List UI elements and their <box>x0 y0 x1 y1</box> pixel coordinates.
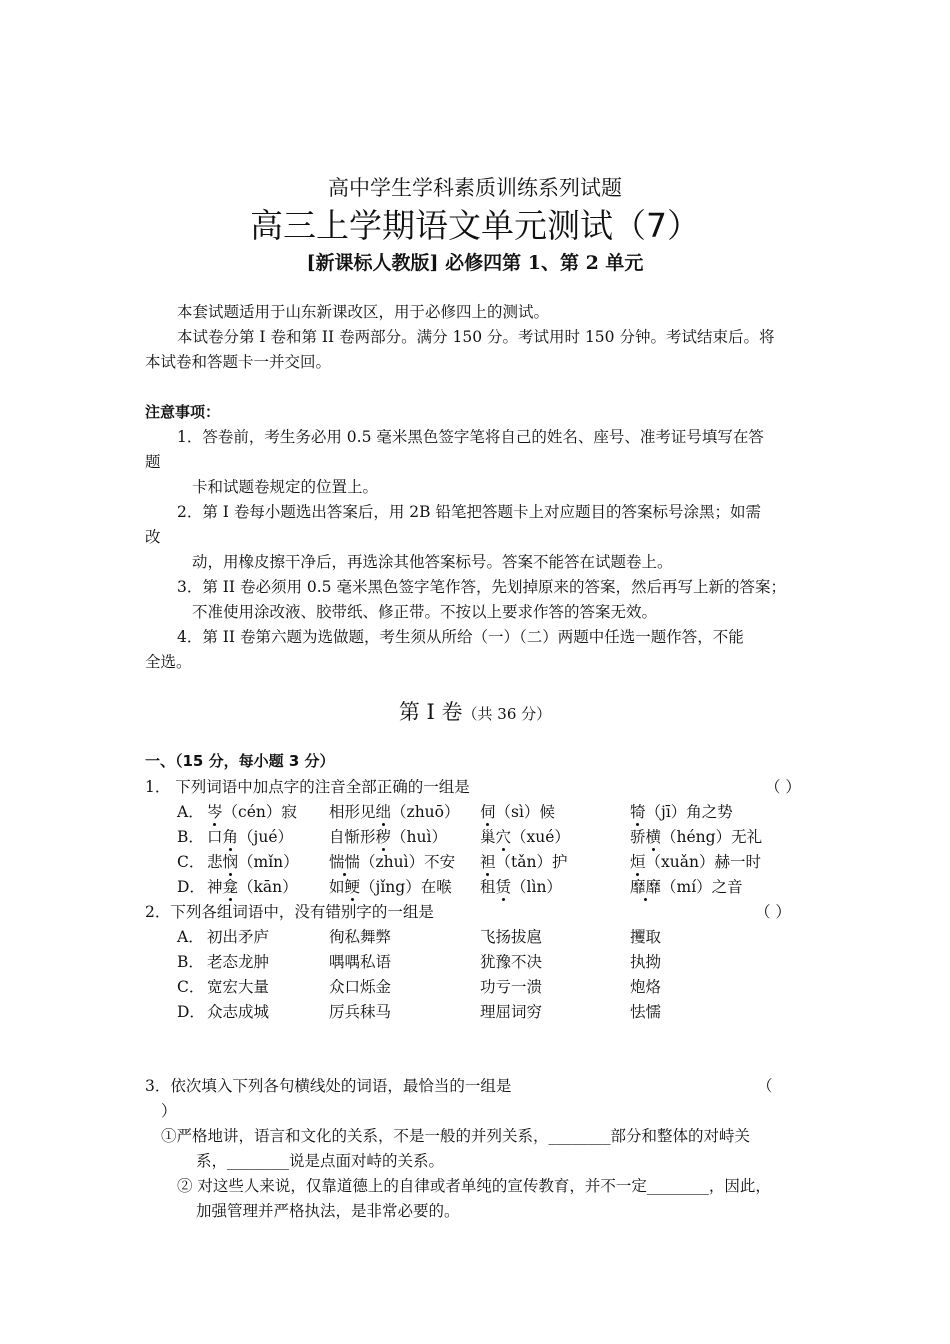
q1-option-item <box>480 875 562 897</box>
q2-option-item: 飞扬拔扈 <box>480 928 543 946</box>
q2-option-item: 犹豫不决 <box>480 953 543 971</box>
q2-option-item: 宽宏大量 <box>207 978 270 996</box>
emphasized-char: 犄 <box>630 803 646 821</box>
section-score: （共 36 分） <box>462 705 552 723</box>
emphasized-char: 惴惴 <box>329 853 361 871</box>
intro-line-3: 本试卷和答题卡一并交回。 <box>145 353 332 371</box>
option-text: 如 <box>329 878 345 896</box>
notice-item-2: 2．第 I 卷每小题选出答案后，用 2B 铅笔把答题卡上对应题目的答案标号涂黑；如需 <box>177 503 761 521</box>
q2-answer-paren: （ ） <box>755 903 791 921</box>
q1-option-item <box>630 800 733 822</box>
notice-item-4: 4．第 II 卷第六题为选做题，考生须从所给（一）（二）两题中任选一题作答，不能 <box>177 628 744 646</box>
series-title: 高中学生学科素质训练系列试题 <box>328 176 622 200</box>
q2-option-item: 怯懦 <box>630 1003 662 1021</box>
q1-option-item <box>480 825 570 847</box>
q1-option-item <box>329 800 460 822</box>
q3-paren-close: ） <box>161 1102 177 1120</box>
emphasized-char: 靡靡 <box>630 878 662 896</box>
option-text: （kān） <box>238 878 298 896</box>
option-text: 骄 <box>630 828 646 846</box>
intro-line-2: 本试卷分第 I 卷和第 II 卷两部分。满分 150 分。考试用时 150 分钟。考试结束后。将 <box>177 328 775 346</box>
notice-title: 注意事项： <box>145 403 221 421</box>
option-text: （xué） <box>511 828 570 846</box>
option-text: 租 <box>480 878 496 896</box>
q1-option-item <box>630 850 761 872</box>
q1-option-item <box>207 850 299 872</box>
emphasized-char: 悯 <box>222 853 239 871</box>
option-text: 悲 <box>207 853 223 871</box>
q2-option-item: 炮烙 <box>630 978 662 996</box>
q1-option-item <box>480 800 555 822</box>
q2-stem: 2．下列各组词语中，没有错别字的一组是 <box>145 903 434 921</box>
option-text: 口 <box>207 828 223 846</box>
emphasized-char: 角 <box>222 828 239 846</box>
option-text: （jué） <box>238 828 293 846</box>
emphasized-char: 烜 <box>630 853 646 871</box>
q2-option-item: 老态龙肿 <box>207 953 270 971</box>
option-text: （zhuō） <box>391 803 460 821</box>
option-text: （jī）角之势 <box>645 803 733 821</box>
q1-option-item <box>329 825 447 847</box>
q1-option-item <box>630 875 743 897</box>
q2-option-item: 理屈词穷 <box>480 1003 543 1021</box>
q1-answer-paren: （ ） <box>765 778 801 796</box>
q1-option-item <box>329 875 452 897</box>
option-text: 相形见 <box>329 803 376 821</box>
q1-option-item <box>329 850 455 872</box>
q2-option-item: 执拗 <box>630 953 662 971</box>
q2-option-item: 攫取 <box>630 928 662 946</box>
emphasized-char: 横 <box>645 828 662 846</box>
option-text: （tǎn）护 <box>495 853 568 871</box>
notice-item-4-cont: 全选。 <box>145 653 192 671</box>
q2-option-item: 喁喁私语 <box>329 953 392 971</box>
option-text: 神 <box>207 878 223 896</box>
q3-stem: 3．依次填入下列各句横线处的词语，最恰当的一组是 <box>145 1077 512 1095</box>
q3-sentence-2-cont: 加强管理并严格执法，是非常必要的。 <box>196 1202 460 1220</box>
emphasized-char: 绌 <box>375 803 392 821</box>
q2-option-item: 众口烁金 <box>329 978 392 996</box>
notice-item-1-cont: 卡和试题卷规定的位置上。 <box>192 478 379 496</box>
notice-item-1-wrap: 题 <box>145 453 161 471</box>
q2-option-item: 众志成城 <box>207 1003 270 1021</box>
q2-option-label: A． <box>177 928 204 946</box>
main-title: 高三上学期语文单元测试（7） <box>250 206 700 245</box>
q2-option-item: 厉兵秣马 <box>329 1003 392 1021</box>
q1-option-label: D． <box>177 878 205 896</box>
section-title <box>0 696 950 726</box>
q1-option-item <box>480 850 567 872</box>
emphasized-char: 伺 <box>480 803 496 821</box>
emphasized-char: 鲠 <box>344 878 361 896</box>
option-text: 巢 <box>480 828 496 846</box>
q2-option-item: 徇私舞弊 <box>329 928 392 946</box>
q2-option-label: B． <box>177 953 204 971</box>
q1-option-label: C． <box>177 853 205 871</box>
intro-line-1: 本套试题适用于山东新课改区，用于必修四上的测试。 <box>177 303 550 321</box>
notice-item-3-cont: 不准使用涂改液、胶带纸、修正带。不按以上要求作答的答案无效。 <box>192 603 658 621</box>
option-text: （mí）之音 <box>661 878 743 896</box>
emphasized-char: 龛 <box>222 878 239 896</box>
q1-option-item <box>207 800 297 822</box>
q3-paren-open: （ <box>757 1077 773 1095</box>
emphasized-char: 岑 <box>207 803 223 821</box>
q3-sentence-2: ② 对这些人来说，仅靠道德上的自律或者单纯的宣传教育，并不一定________，因此， <box>177 1177 771 1195</box>
q1-option-item <box>207 825 293 847</box>
option-text: 自惭形 <box>329 828 376 846</box>
option-text: （mǐn） <box>238 853 299 871</box>
q2-option-label: D． <box>177 1003 205 1021</box>
option-text: （xuǎn）赫一时 <box>645 853 761 871</box>
emphasized-char: 穴 <box>495 828 512 846</box>
edition-subtitle: [新课标人教版] 必修四第 1、第 2 单元 <box>306 252 644 274</box>
q2-option-item: 功亏一溃 <box>480 978 543 996</box>
q1-option-label: B． <box>177 828 204 846</box>
emphasized-char: 秽 <box>375 828 392 846</box>
notice-item-3: 3．第 II 卷必须用 0.5 毫米黑色签字笔作答，先划掉原来的答案，然后再写上新的答案； <box>177 578 786 596</box>
option-text: （zhuì）不安 <box>360 853 456 871</box>
option-text: （huì） <box>391 828 447 846</box>
q2-option-item: 初出矛庐 <box>207 928 270 946</box>
q1-stem: 1． 下列词语中加点字的注音全部正确的一组是 <box>145 778 470 796</box>
option-text: （sì）候 <box>495 803 555 821</box>
q1-option-label: A． <box>177 803 204 821</box>
emphasized-char: 赁 <box>495 878 512 896</box>
notice-item-2-cont: 动，用橡皮擦干净后，再选涂其他答案标号。答案不能答在试题卷上。 <box>192 553 673 571</box>
option-text: （héng）无礼 <box>661 828 763 846</box>
emphasized-char: 袒 <box>480 853 496 871</box>
q3-sentence-1-cont: 系，________说是点面对峙的关系。 <box>196 1152 445 1170</box>
q1-option-item <box>630 825 762 847</box>
option-text: （cén）寂 <box>222 803 297 821</box>
notice-item-2-wrap: 改 <box>145 528 161 546</box>
q1-option-item <box>207 875 298 897</box>
option-text: （lìn） <box>511 878 562 896</box>
option-text: （jǐng）在喉 <box>360 878 452 896</box>
part-heading: 一、（15 分，每小题 3 分） <box>145 752 335 770</box>
notice-item-1: 1．答卷前，考生务必用 0.5 毫米黑色签字笔将自己的姓名、座号、准考证号填写在答 <box>177 428 764 446</box>
section-title-text: 第 I 卷 <box>398 700 463 724</box>
q2-option-label: C． <box>177 978 205 996</box>
q3-sentence-1: ①严格地讲，语言和文化的关系，不是一般的并列关系，________部分和整体的对峙关 <box>161 1127 751 1145</box>
